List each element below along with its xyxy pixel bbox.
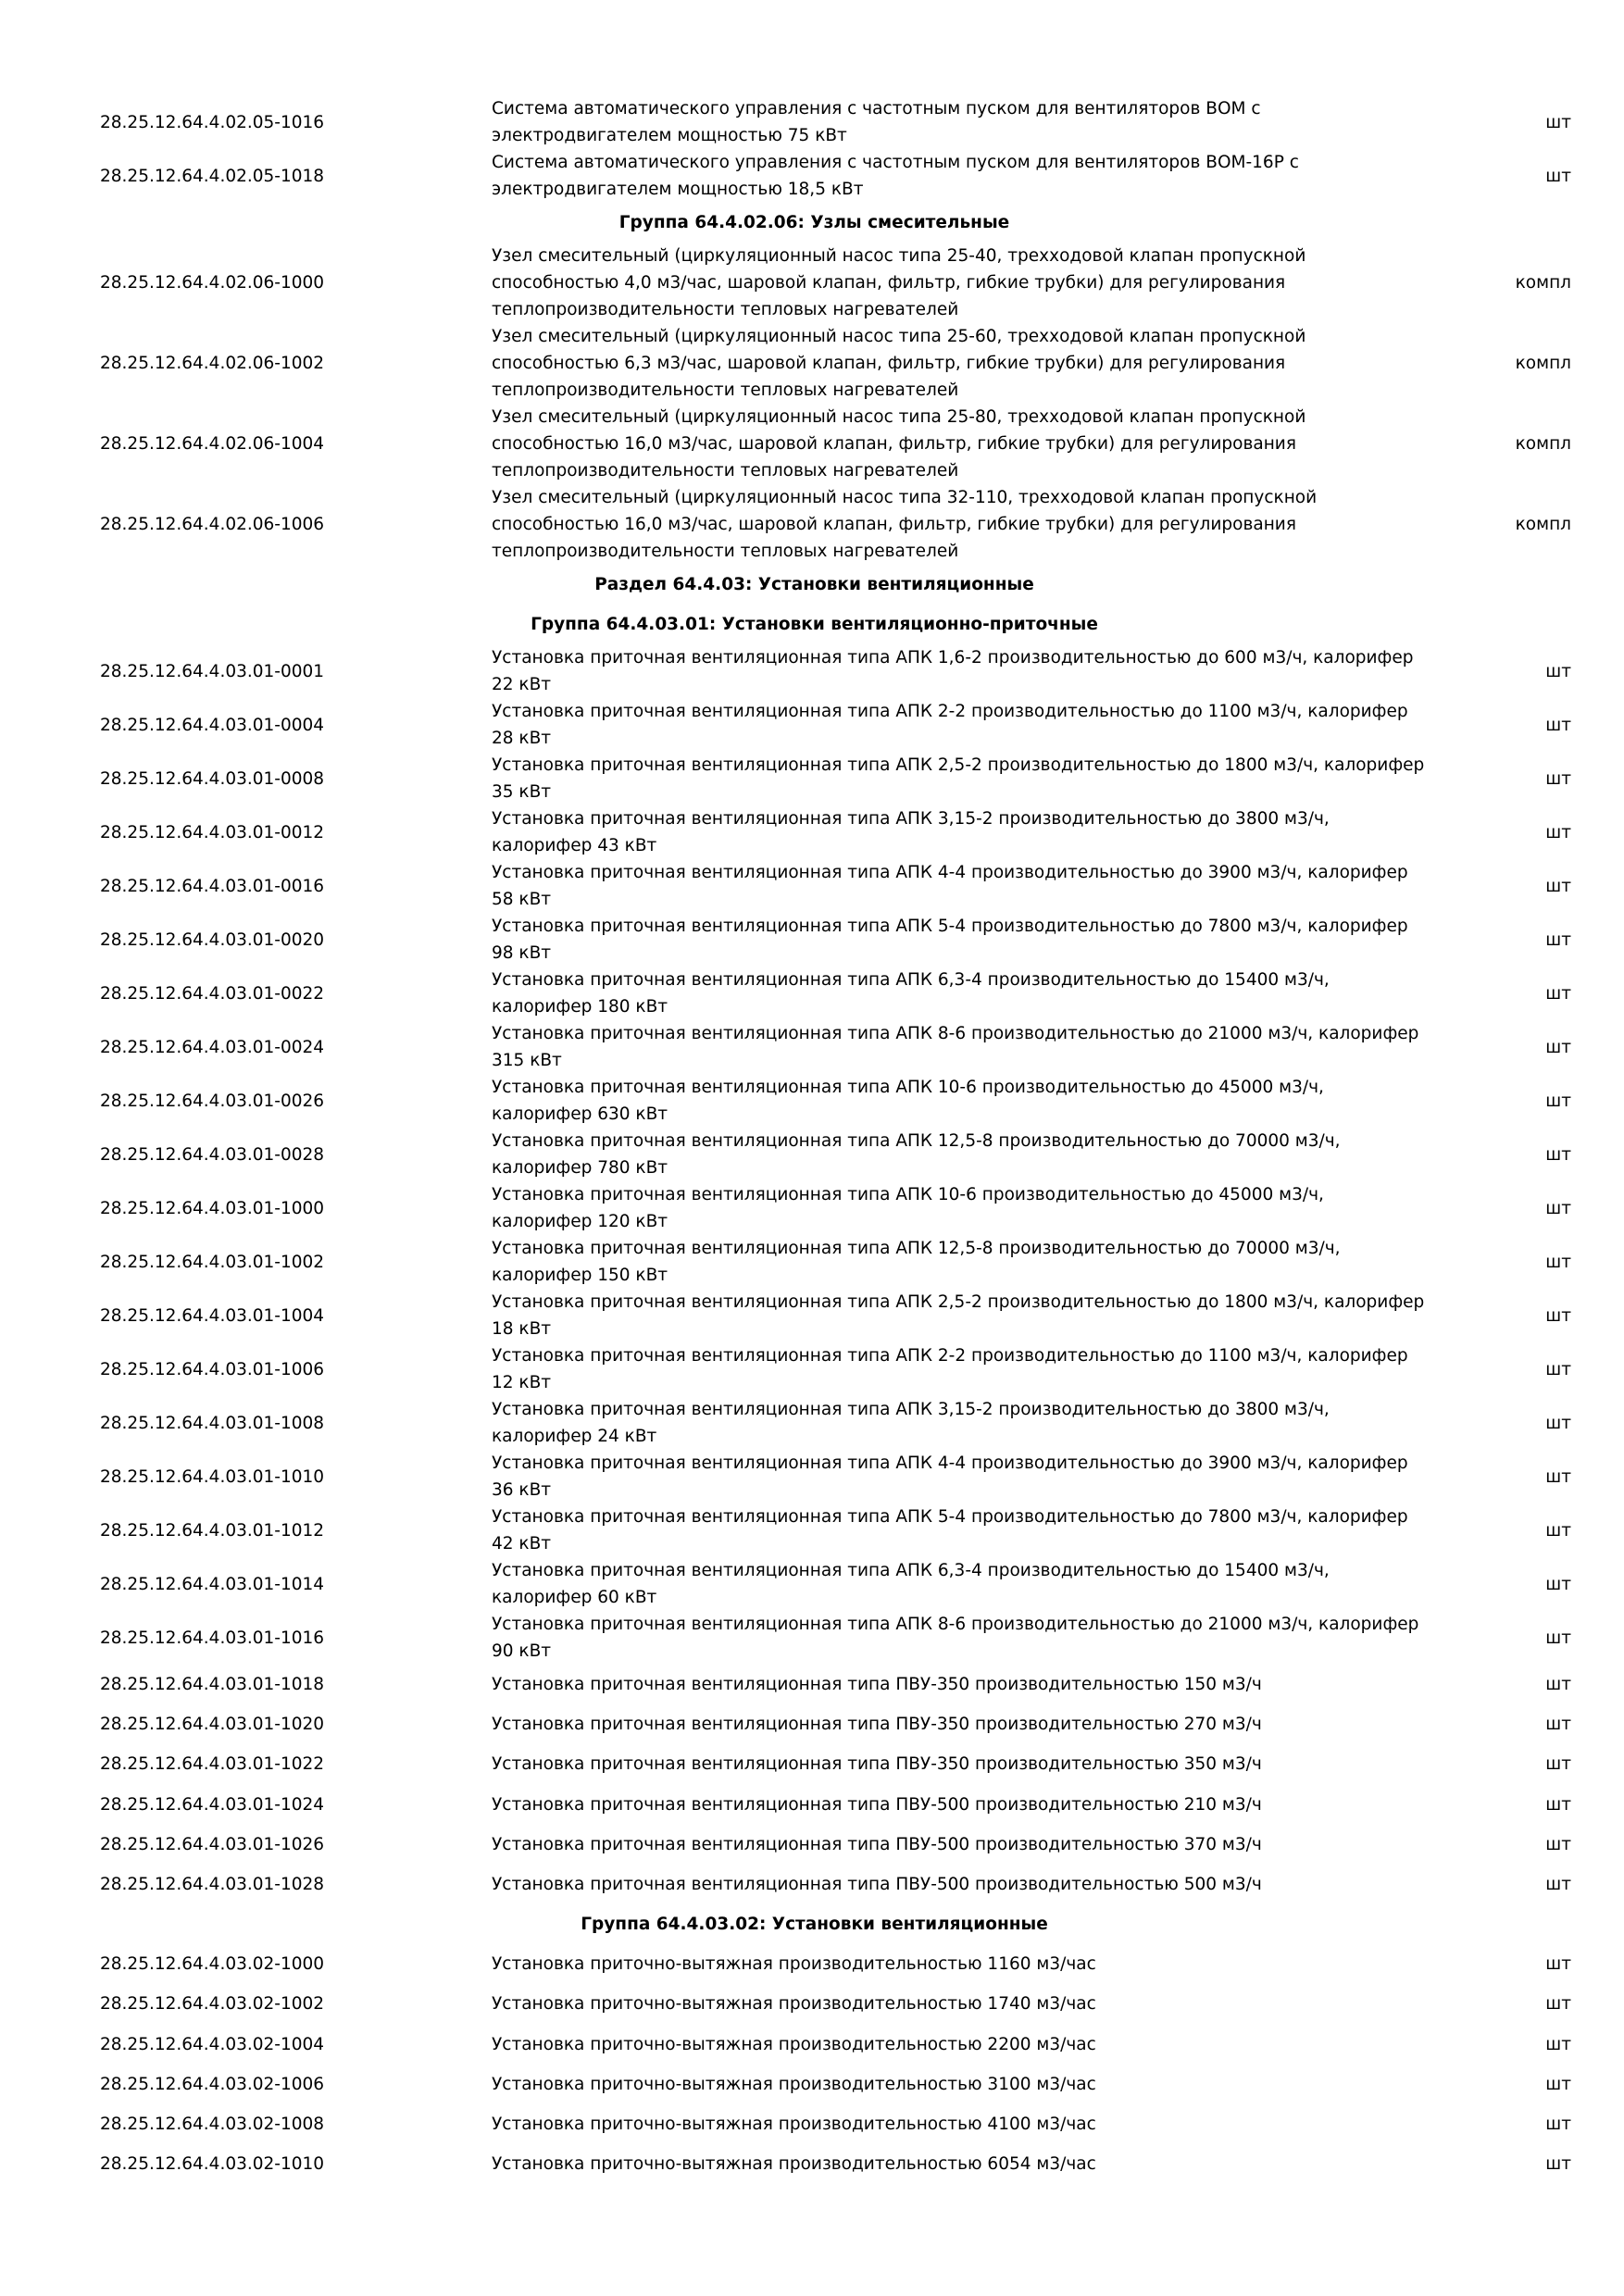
section-heading: Группа 64.4.03.02: Установки вентиляционные (581, 1915, 1048, 1935)
unit-of-measure: шт (1545, 768, 1571, 789)
table-row (93, 1557, 1574, 1611)
unit-of-measure: шт (1545, 1954, 1571, 1975)
table-row (93, 95, 1574, 149)
resource-description: Узел смесительный (циркуляционный насос типа 25-40, трехходовой клапан пропускной способностью 4,0 м3/час, шаровой клапан, фильтр, гибкие трубки) для регулирования теплопроизводительности тепловых нагревателей (492, 246, 1306, 319)
resource-description: Установка приточная вентиляционная типа АПК 10-6 производительностью до 45000 м3/ч, калорифер 630 кВт (492, 1078, 1324, 1124)
resource-description: Установка приточная вентиляционная типа ПВУ-500 производительностью 210 м3/ч (492, 1794, 1262, 1815)
unit-of-measure: шт (1545, 1754, 1571, 1775)
resource-description: Установка приточная вентиляционная типа АПК 2,5-2 производительностью до 1800 м3/ч, калорифер 18 кВт (492, 1292, 1425, 1339)
resource-description: Установка приточная вентиляционная типа ПВУ-350 производительностью 270 м3/ч (492, 1715, 1262, 1735)
resource-code: 28.25.12.64.4.03.01-1002 (100, 1252, 325, 1272)
resource-description: Установка приточная вентиляционная типа АПК 6,3-4 производительностью до 15400 м3/ч, калорифер 60 кВт (492, 1561, 1330, 1607)
table-row (93, 1825, 1574, 1865)
resource-description: Установка приточная вентиляционная типа АПК 8-6 производительностью до 21000 м3/ч, калорифер 315 кВт (492, 1024, 1419, 1070)
resource-description: Установка приточная вентиляционная типа АПК 2-2 производительностью до 1100 м3/ч, калорифер 12 кВт (492, 1346, 1408, 1392)
unit-of-measure: шт (1545, 1715, 1571, 1735)
table-row (93, 1785, 1574, 1825)
table-row (93, 2144, 1574, 2184)
table-row (93, 1450, 1574, 1504)
resource-code: 28.25.12.64.4.03.02-1006 (100, 2074, 325, 2094)
resource-code: 28.25.12.64.4.03.01-1016 (100, 1628, 325, 1648)
table-row (93, 2104, 1574, 2144)
resource-description: Установка приточная вентиляционная типа АПК 12,5-8 производительностью до 70000 м3/ч, калорифер 150 кВт (492, 1239, 1341, 1285)
resource-code: 28.25.12.64.4.03.01-0028 (100, 1144, 325, 1165)
table-row (93, 698, 1574, 752)
resource-code: 28.25.12.64.4.03.01-1014 (100, 1574, 325, 1594)
resource-description: Установка приточная вентиляционная типа ПВУ-350 производительностью 150 м3/ч (492, 1675, 1262, 1695)
unit-of-measure: шт (1545, 1359, 1571, 1379)
resource-code: 28.25.12.64.4.02.06-1006 (100, 515, 325, 534)
resource-description: Узел смесительный (циркуляционный насос типа 25-80, трехходовой клапан пропускной способностью 16,0 м3/час, шаровой клапан, фильтр, гибкие трубки) для регулирования теплопроизводительности тепловых нагревателей (492, 407, 1306, 480)
table-row (93, 243, 1574, 323)
table-row (93, 1128, 1574, 1181)
table-row (93, 1289, 1574, 1342)
resource-code: 28.25.12.64.4.03.01-1018 (100, 1675, 325, 1695)
resource-code: 28.25.12.64.4.03.01-1024 (100, 1794, 325, 1815)
resource-code: 28.25.12.64.4.02.05-1016 (100, 112, 325, 132)
resource-description: Установка приточно-вытяжная производительностью 2200 м3/час (492, 2034, 1096, 2054)
table-row (93, 2065, 1574, 2104)
table-row (93, 805, 1574, 859)
resource-code: 28.25.12.64.4.02.05-1018 (100, 166, 325, 186)
unit-of-measure: шт (1545, 930, 1571, 950)
resource-code: 28.25.12.64.4.03.02-1008 (100, 2114, 325, 2134)
resource-code: 28.25.12.64.4.03.01-0016 (100, 876, 325, 896)
table-row (93, 1665, 1574, 1704)
table-row (93, 1865, 1574, 1904)
resource-description: Установка приточно-вытяжная производительностью 4100 м3/час (492, 2114, 1096, 2134)
resource-description: Установка приточная вентиляционная типа АПК 8-6 производительностью до 21000 м3/ч, калорифер 90 кВт (492, 1615, 1419, 1661)
unit-of-measure: шт (1545, 661, 1571, 681)
resource-description: Система автоматического управления с частотным пуском для вентиляторов ВОМ-16Р с электродвигателем мощностью 18,5 кВт (492, 153, 1299, 199)
resource-description: Установка приточная вентиляционная типа АПК 6,3-4 производительностью до 15400 м3/ч, калорифер 180 кВт (492, 970, 1330, 1017)
table-row (93, 1020, 1574, 1074)
section-heading: Группа 64.4.02.06: Узлы смесительные (618, 213, 1010, 232)
unit-of-measure: компл (1515, 515, 1571, 534)
resource-code: 28.25.12.64.4.03.01-1020 (100, 1715, 325, 1735)
table-row (93, 1944, 1574, 1984)
unit-of-measure: шт (1545, 2034, 1571, 2054)
table-row (93, 967, 1574, 1020)
resource-code: 28.25.12.64.4.03.01-0001 (100, 661, 325, 681)
unit-of-measure: шт (1545, 1252, 1571, 1272)
table-row (93, 644, 1574, 698)
table-row (93, 323, 1574, 404)
unit-of-measure: шт (1545, 112, 1571, 132)
table-row (93, 1342, 1574, 1396)
unit-of-measure: шт (1545, 1875, 1571, 1895)
resource-description: Установка приточная вентиляционная типа АПК 4-4 производительностью до 3900 м3/ч, калорифер 58 кВт (492, 863, 1408, 909)
resource-code: 28.25.12.64.4.03.01-0024 (100, 1037, 325, 1057)
unit-of-measure: шт (1545, 983, 1571, 1004)
unit-of-measure: шт (1545, 2074, 1571, 2094)
resource-code: 28.25.12.64.4.03.02-1010 (100, 2154, 325, 2175)
unit-of-measure: шт (1545, 876, 1571, 896)
resource-code: 28.25.12.64.4.03.01-0008 (100, 768, 325, 789)
resource-code: 28.25.12.64.4.03.01-1012 (100, 1520, 325, 1541)
table-row (93, 484, 1574, 565)
unit-of-measure: шт (1545, 715, 1571, 735)
resource-description: Установка приточная вентиляционная типа АПК 10-6 производительностью до 45000 м3/ч, калорифер 120 кВт (492, 1185, 1324, 1231)
table-row (93, 1074, 1574, 1128)
unit-of-measure: шт (1545, 1198, 1571, 1218)
unit-of-measure: шт (1545, 1675, 1571, 1695)
resource-code: 28.25.12.64.4.03.01-0022 (100, 983, 325, 1004)
unit-of-measure: компл (1515, 434, 1571, 454)
unit-of-measure: шт (1545, 1628, 1571, 1648)
resource-code: 28.25.12.64.4.03.01-1026 (100, 1834, 325, 1854)
resource-description: Установка приточная вентиляционная типа АПК 2-2 производительностью до 1100 м3/ч, калорифер 28 кВт (492, 702, 1408, 748)
table-row (93, 1984, 1574, 2024)
resource-description: Установка приточная вентиляционная типа ПВУ-350 производительностью 350 м3/ч (492, 1754, 1262, 1775)
section-heading: Раздел 64.4.03: Установки вентиляционные (594, 575, 1034, 594)
table-row (93, 752, 1574, 805)
unit-of-measure: шт (1545, 166, 1571, 186)
resource-description: Установка приточная вентиляционная типа АПК 3,15-2 производительностью до 3800 м3/ч, калорифер 24 кВт (492, 1400, 1330, 1446)
table-row (93, 913, 1574, 967)
table-row (93, 1744, 1574, 1784)
resource-code: 28.25.12.64.4.03.02-1002 (100, 1994, 325, 2015)
unit-of-measure: шт (1545, 1466, 1571, 1487)
table-row (93, 404, 1574, 484)
resource-description: Установка приточная вентиляционная типа АПК 3,15-2 производительностью до 3800 м3/ч, калорифер 43 кВт (492, 809, 1330, 855)
table-row (93, 1396, 1574, 1450)
resource-description: Система автоматического управления с частотным пуском для вентиляторов ВОМ с электродвигателем мощностью 75 кВт (492, 99, 1261, 145)
resource-code: 28.25.12.64.4.02.06-1004 (100, 434, 325, 454)
unit-of-measure: шт (1545, 1994, 1571, 2015)
resource-code: 28.25.12.64.4.03.01-0026 (100, 1091, 325, 1111)
resource-code: 28.25.12.64.4.03.01-1010 (100, 1466, 325, 1487)
unit-of-measure: шт (1545, 1574, 1571, 1594)
resource-code: 28.25.12.64.4.03.01-1006 (100, 1359, 325, 1379)
resource-description: Установка приточная вентиляционная типа АПК 1,6-2 производительностью до 600 м3/ч, калорифер 22 кВт (492, 648, 1414, 694)
unit-of-measure: компл (1515, 273, 1571, 293)
unit-of-measure: шт (1545, 1520, 1571, 1541)
unit-of-measure: шт (1545, 2154, 1571, 2175)
resource-description: Установка приточная вентиляционная типа АПК 4-4 производительностью до 3900 м3/ч, калорифер 36 кВт (492, 1454, 1408, 1500)
resource-code: 28.25.12.64.4.02.06-1002 (100, 354, 325, 373)
resource-description: Установка приточная вентиляционная типа ПВУ-500 производительностью 500 м3/ч (492, 1875, 1262, 1895)
table-row (93, 1611, 1574, 1665)
table-row (93, 1504, 1574, 1557)
table-row (93, 149, 1574, 203)
resource-description: Установка приточно-вытяжная производительностью 6054 м3/час (492, 2154, 1096, 2175)
resource-description: Установка приточная вентиляционная типа АПК 12,5-8 производительностью до 70000 м3/ч, калорифер 780 кВт (492, 1131, 1341, 1178)
table-row (93, 1704, 1574, 1744)
unit-of-measure: шт (1545, 2114, 1571, 2134)
section-heading: Группа 64.4.03.01: Установки вентиляционно-приточные (531, 615, 1098, 634)
resource-description: Установка приточная вентиляционная типа АПК 5-4 производительностью до 7800 м3/ч, калорифер 98 кВт (492, 917, 1408, 963)
resource-description: Установка приточная вентиляционная типа ПВУ-500 производительностью 370 м3/ч (492, 1834, 1262, 1854)
resource-description: Установка приточно-вытяжная производительностью 1160 м3/час (492, 1954, 1096, 1975)
resource-description: Узел смесительный (циркуляционный насос типа 25-60, трехходовой клапан пропускной способностью 6,3 м3/час, шаровой клапан, фильтр, гибкие трубки) для регулирования теплопроизводительности тепловых нагревателей (492, 327, 1306, 400)
resource-description: Узел смесительный (циркуляционный насос типа 32-110, трехходовой клапан пропускной способностью 16,0 м3/час, шаровой клапан, фильтр, гибкие трубки) для регулирования теплопроизводительности тепловых нагревателей (492, 488, 1318, 561)
resource-code: 28.25.12.64.4.03.01-1004 (100, 1305, 325, 1326)
unit-of-measure: шт (1545, 1834, 1571, 1854)
unit-of-measure: шт (1545, 1091, 1571, 1111)
resource-code: 28.25.12.64.4.03.01-0004 (100, 715, 325, 735)
unit-of-measure: шт (1545, 1305, 1571, 1326)
table-row (93, 859, 1574, 913)
resource-code: 28.25.12.64.4.03.01-1022 (100, 1754, 325, 1775)
resource-code: 28.25.12.64.4.03.02-1004 (100, 2034, 325, 2054)
resource-description: Установка приточная вентиляционная типа АПК 2,5-2 производительностью до 1800 м3/ч, калорифер 35 кВт (492, 755, 1425, 802)
resource-code: 28.25.12.64.4.03.01-0012 (100, 822, 325, 842)
table-row (93, 2025, 1574, 2065)
unit-of-measure: шт (1545, 1144, 1571, 1165)
resource-table (93, 95, 1574, 2184)
resource-code: 28.25.12.64.4.03.01-0020 (100, 930, 325, 950)
table-row (93, 1181, 1574, 1235)
unit-of-measure: шт (1545, 1037, 1571, 1057)
resource-description: Установка приточно-вытяжная производительностью 3100 м3/час (492, 2074, 1096, 2094)
resource-code: 28.25.12.64.4.03.01-1028 (100, 1875, 325, 1895)
resource-code: 28.25.12.64.4.03.01-1008 (100, 1413, 325, 1433)
table-row (93, 1235, 1574, 1289)
unit-of-measure: шт (1545, 822, 1571, 842)
unit-of-measure: компл (1515, 354, 1571, 373)
resource-code: 28.25.12.64.4.02.06-1000 (100, 273, 325, 293)
resource-code: 28.25.12.64.4.03.02-1000 (100, 1954, 325, 1975)
resource-code: 28.25.12.64.4.03.01-1000 (100, 1198, 325, 1218)
resource-description: Установка приточная вентиляционная типа АПК 5-4 производительностью до 7800 м3/ч, калорифер 42 кВт (492, 1507, 1408, 1554)
unit-of-measure: шт (1545, 1413, 1571, 1433)
unit-of-measure: шт (1545, 1794, 1571, 1815)
resource-description: Установка приточно-вытяжная производительностью 1740 м3/час (492, 1994, 1096, 2015)
